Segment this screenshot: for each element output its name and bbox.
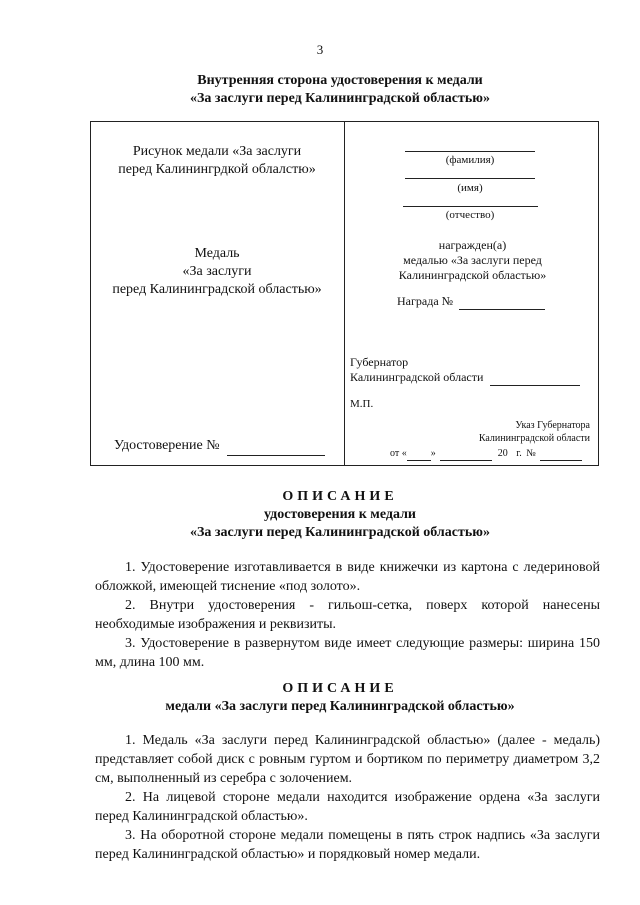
award-number-row [397, 294, 545, 310]
seal-label: М.П. [350, 398, 374, 410]
section1-subheading-2: «За заслуги перед Калининградской областью» [190, 525, 490, 540]
medal-name-line-2: «За заслуги [182, 264, 252, 279]
certificate-number-row [114, 437, 325, 456]
awarded-text [360, 238, 585, 283]
section2-subheading: медали «За заслуги перед Калининградской областью» [165, 699, 515, 714]
patronymic-field[interactable] [403, 206, 538, 207]
name-field[interactable] [405, 178, 535, 179]
certificate-number-label: Удостоверение № [114, 438, 220, 453]
medal-name-line-1: Медаль [194, 246, 240, 261]
name-caption: (имя) [457, 182, 483, 194]
date-quote-close: » [430, 448, 436, 459]
certificate-number-field[interactable] [227, 437, 325, 456]
award-number-field[interactable] [459, 294, 545, 310]
medal-image-label [92, 143, 342, 179]
governor-line-1: Губернатор [350, 355, 409, 369]
patronymic-caption: (отчество) [445, 209, 495, 221]
section1-heading: ОПИСАНИЕ [282, 489, 398, 504]
date-from-label: от « [390, 448, 407, 459]
section2-header [60, 680, 620, 716]
medal-image-label-line-1: Рисунок медали «За заслуги [132, 144, 302, 159]
section2-paragraph-3: 3. На оборотной стороне медали помещены в пять строк надпись «За заслуги перед Калининградской областью» и порядковый номер медали. [95, 828, 600, 862]
surname-field[interactable] [405, 151, 535, 152]
date-year-label: 20 [497, 448, 508, 459]
title-line-1: Внутренняя сторона удостоверения к медали [197, 73, 483, 88]
decree-block [380, 419, 590, 445]
decree-line-1: Указ Губернатора [515, 420, 590, 431]
decree-line-2: Калининградской области [478, 433, 590, 444]
section1-paragraph-3: 3. Удостоверение в развернутом виде имеет следующие размеры: ширина 150 мм, длина 100 мм. [95, 636, 600, 670]
decree-date-row [390, 447, 582, 461]
section1-subheading-1: удостоверения к медали [264, 507, 416, 522]
awarded-line-1: награжден(а) [438, 238, 507, 252]
medal-image-label-line-2: перед Калинингрдкой облалстю» [118, 162, 316, 177]
section2-body [95, 731, 600, 864]
surname-caption: (фамилия) [445, 154, 495, 166]
decree-month-field[interactable] [440, 447, 492, 461]
awarded-line-2: медалью «За заслуги перед [403, 253, 542, 267]
section2-paragraph-2: 2. На лицевой стороне медали находится изображение ордена «За заслуги перед Калининградской областью». [95, 790, 600, 824]
date-g-label: г. [516, 448, 522, 459]
section1-paragraph-2: 2. Внутри удостоверения - гильош-сетка, поверх которой нанесены необходимые изображения и реквизиты. [95, 598, 600, 632]
date-no-label: № [526, 448, 536, 459]
governor-block [350, 355, 580, 386]
section1-body [95, 558, 600, 672]
medal-name-line-3: перед Калининградской областью» [112, 282, 322, 297]
governor-signature-field[interactable] [490, 370, 580, 386]
page-number: 3 [316, 42, 324, 57]
awarded-line-3: Калининградской областью» [398, 268, 547, 282]
page-title [60, 72, 620, 108]
governor-line-2: Калининградской области [350, 370, 484, 384]
decree-number-field[interactable] [540, 447, 582, 461]
section1-header [60, 488, 620, 542]
title-line-2: «За заслуги перед Калининградской областью» [190, 91, 490, 106]
medal-name [92, 245, 342, 299]
section1-paragraph-1: 1. Удостоверение изготавливается в виде книжечки из картона с ледериновой обложкой, имеющей тиснение «под золото». [95, 560, 600, 594]
award-number-label: Награда № [397, 294, 454, 308]
section2-paragraph-1: 1. Медаль «За заслуги перед Калининградской областью» (далее - медаль) представляет собой диск с ровным гуртом и бортиком по периметру диаметром 3,2 см, выполненный из серебра с золочением. [95, 733, 600, 786]
section2-heading: ОПИСАНИЕ [282, 681, 398, 696]
card-divider [344, 121, 345, 466]
decree-day-field[interactable] [407, 447, 431, 461]
